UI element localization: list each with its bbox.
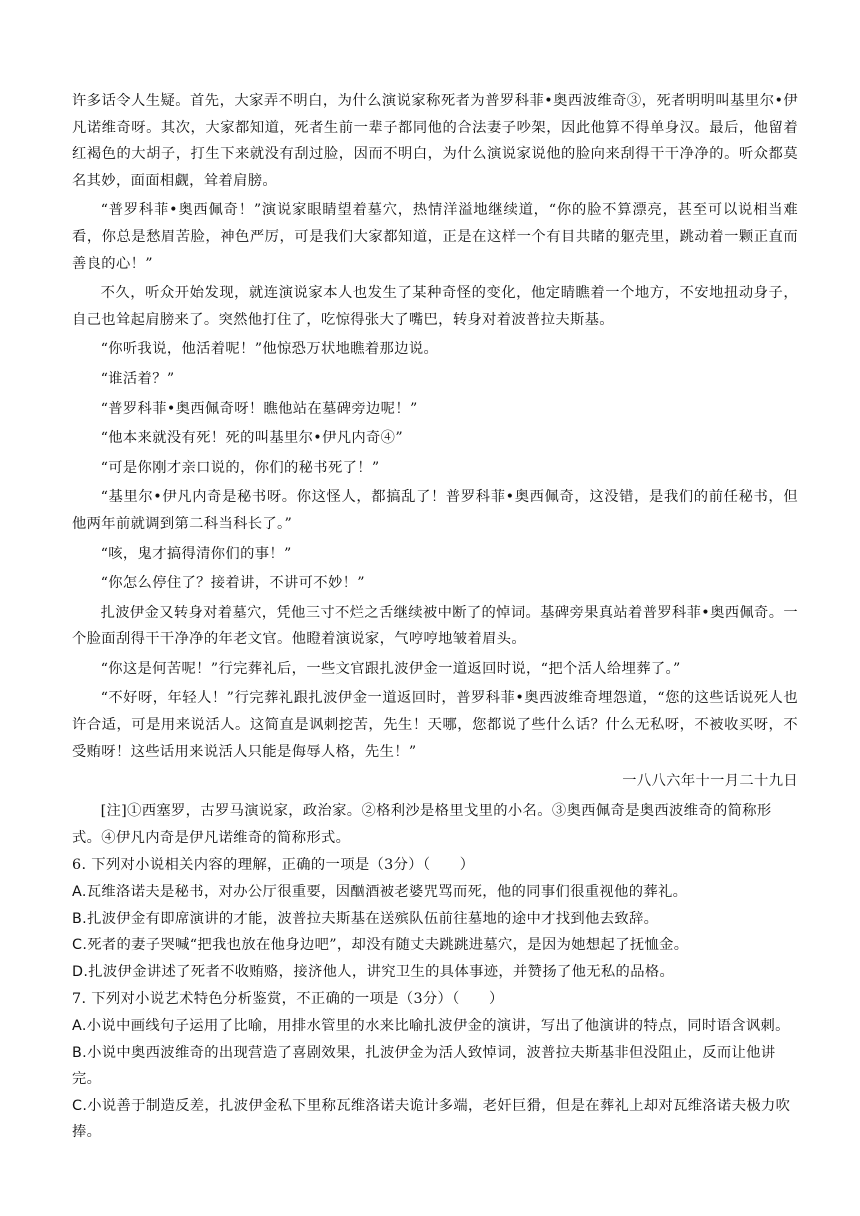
story-paragraph: “普罗科菲•奥西佩奇！”演说家眼睛望着墓穴，热情洋溢地继续道，“你的脸不算漂亮，甚至可以说相当难看，你总是愁眉苦脸，神色严厉，可是我们大家都知道，正是在这样一个有目共睹的躯壳里，跳动着一颗正直而善良的心！”: [72, 202, 798, 272]
option-c[interactable]: [72, 1093, 798, 1146]
option-b[interactable]: [72, 906, 798, 933]
question-7: [72, 986, 798, 1146]
option-label: B.: [72, 910, 88, 927]
story-paragraph: “你怎么停住了？接着讲，不讲可不妙！”: [100, 575, 365, 592]
option-c[interactable]: [72, 932, 798, 959]
story-paragraph: “你听我说，他活着呢！”他惊恐万状地瞧着那边说。: [100, 341, 439, 358]
story-paragraph: 扎波伊金又转身对着墓穴，凭他三寸不烂之舌继续被中断了的悼词。基碑旁果真站着普罗科菲•奥西佩奇。一个脸面刮得干干净净的年老文官。他瞪着演说家，气哼哼地皱着眉头。: [72, 604, 798, 648]
option-text: 小说中奥西波维奇的出现营造了喜剧效果，扎波伊金为活人致悼词，波普拉夫斯基非但没阻止，反而让他讲完。: [72, 1044, 776, 1088]
option-label: C.: [72, 937, 88, 954]
option-label: A.: [72, 884, 87, 901]
option-label: B.: [72, 1044, 88, 1061]
option-label: A.: [72, 1018, 87, 1034]
document-page: [72, 88, 798, 1146]
story-paragraph: 许多话令人生疑。首先，大家弄不明白，为什么演说家称死者为普罗科菲•奥西波维奇③，死者明明叫基里尔•伊凡诺维奇呀。其次，大家都知道，死者生前一辈子都同他的合法妻子吵架，因此他算不得单身汉。最后，他留着红褐色的大胡子，打生下来就没有刮过脸，因而不明白，为什么演说家说他的脸向来刮得干干净净的。听众都莫名其妙，面面相觑，耸着肩膀。: [72, 93, 798, 189]
option-a[interactable]: [72, 1013, 798, 1040]
option-text: 扎波伊金有即席演讲的才能，波普拉夫斯基在送殡队伍前往墓地的途中才找到他去致辞。: [87, 910, 659, 927]
story-paragraph: “普罗科菲•奥西佩奇呀！瞧他站在墓碑旁边呢！”: [100, 400, 418, 417]
option-text: 扎波伊金讲述了死者不收贿赂，接济他人，讲究卫生的具体事迹，并赞扬了他无私的品格。: [88, 963, 675, 980]
footnote: [注]①西塞罗，古罗马演说家，政治家。②格利沙是格里戈里的小名。③奥西佩奇是奥西波维奇的简称形式。④伊凡内奇是伊凡诺维奇的简称形式。: [72, 803, 772, 846]
option-text: 瓦维洛诺夫是秘书，对办公厅很重要，因酗酒被老婆咒骂而死，他的同事们很重视他的葬礼。: [86, 884, 688, 901]
story-paragraph: “咳，鬼才搞得清你们的事！”: [100, 545, 292, 562]
story-paragraph: “谁活着？”: [100, 370, 175, 387]
option-d[interactable]: [72, 959, 798, 986]
story-body: [72, 88, 798, 765]
option-b[interactable]: [72, 1040, 798, 1093]
story-paragraph: “他本来就没有死！死的叫基里尔•伊凡内奇④”: [100, 430, 403, 447]
question-stem: 6. 下列对小说相关内容的理解，正确的一项是（3分）（ ）: [72, 857, 475, 874]
story-paragraph: “基里尔•伊凡内奇是秘书呀。你这怪人，都搞乱了！普罗科菲•奥西佩奇，这没错，是我们的前任秘书，但他两年前就调到第二科当科长了。”: [72, 489, 798, 532]
question-stem: 7. 下列对小说艺术特色分析鉴赏，不正确的一项是（3分）（ ）: [72, 991, 504, 1008]
story-date: 一八八六年十一月二十九日: [622, 773, 798, 790]
story-paragraph: “你这是何苦呢！”行完葬礼后，一些文官跟扎波伊金一道返回时说，“把个活人给埋葬了。”: [100, 660, 681, 677]
option-label: D.: [72, 963, 89, 980]
option-text: 死者的妻子哭喊“把我也放在他身边吧”，却没有随丈夫跳跳进墓穴，是因为她想起了抚恤金。: [87, 937, 689, 954]
story-paragraph: “不好呀，年轻人！”行完葬礼跟扎波伊金一道返回时，普罗科菲•奥西波维奇埋怨道，“您的这些话说死人也许合适，可是用来说活人。这简直是讽刺挖苦，先生！天哪，您都说了些什么话？什么无私呀，不被收买呀，不受贿呀！这些话用来说活人只能是侮辱人格，先生！”: [72, 690, 798, 760]
story-paragraph: “可是你刚才亲口说的，你们的秘书死了！”: [100, 459, 380, 476]
option-text: 小说善于制造反差，扎波伊金私下里称瓦维洛诺夫诡计多端，老奸巨猾，但是在葬礼上却对瓦维洛诺夫极力吹捧。: [72, 1097, 791, 1141]
option-a[interactable]: [72, 879, 798, 906]
story-paragraph: 不久，听众开始发现，就连演说家本人也发生了某种奇怪的变化，他定睛瞧着一个地方，不安地扭动身子，自己也耸起肩膀来了。突然他打住了，吃惊得张大了嘴巴，转身对着波普拉夫斯基。: [72, 285, 798, 328]
option-text: 小说中画线句子运用了比喻，用排水管里的水来比喻扎波伊金的演讲，写出了他演讲的特点，同时语含讽刺。: [86, 1018, 790, 1034]
option-label: C.: [72, 1097, 88, 1114]
question-6: [72, 852, 798, 985]
